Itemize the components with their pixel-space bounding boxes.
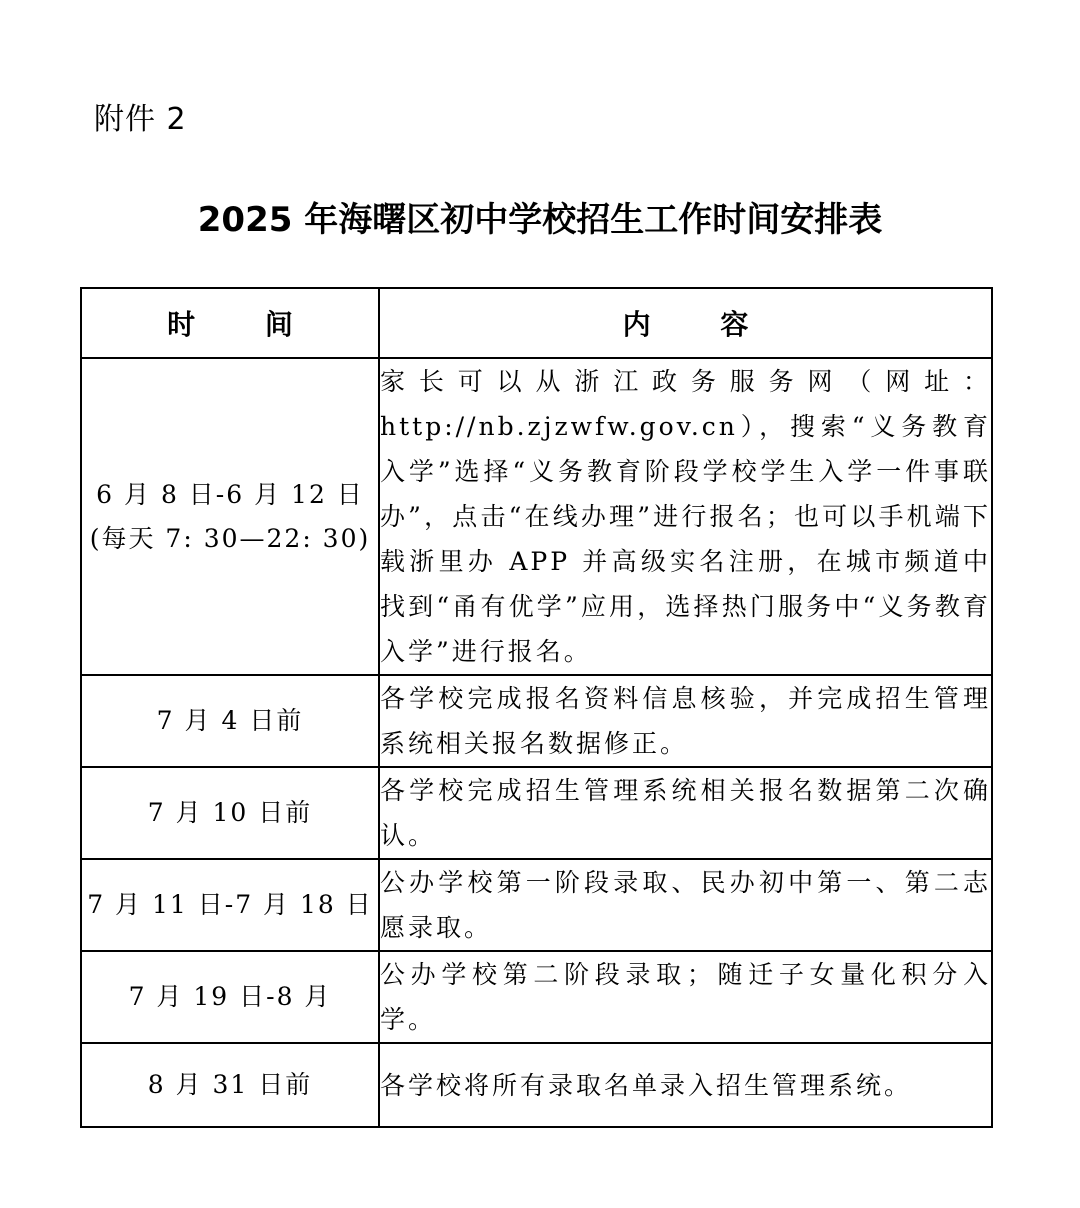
time-cell: 7 月 4 日前 [81,675,379,767]
time-cell: 6 月 8 日-6 月 12 日(每天 7: 30—22: 30) [81,358,379,675]
content-cell: 公办学校第二阶段录取；随迁子女量化积分入学。 [379,951,992,1043]
table-row [81,859,992,951]
page-title: 2025 年海曙区初中学校招生工作时间安排表 [197,200,883,240]
table-row [81,951,992,1043]
content-cell: 各学校完成报名资料信息核验，并完成招生管理系统相关报名数据修正。 [379,675,992,767]
content-cell: 各学校完成招生管理系统相关报名数据第二次确认。 [379,767,992,859]
content-cell: 公办学校第一阶段录取、民办初中第一、第二志愿录取。 [379,859,992,951]
time-cell: 7 月 19 日-8 月 [81,951,379,1043]
content-cell: 家长可以从浙江政务服务网（网址：http://nb.zjzwfw.gov.cn），搜索“义务教育入学”选择“义务教育阶段学校学生入学一件事联办”，点击“在线办理”进行报名；也可以手机端下载浙里办 APP 并高级实名注册，在城市频道中找到“甬有优学”应用，选择热门服务中“义务教育入学”进行报名。 [379,358,992,675]
table-row [81,767,992,859]
column-header-time: 时 间 [81,288,379,358]
time-cell: 7 月 10 日前 [81,767,379,859]
attachment-label: 附件 2 [94,102,187,137]
content-cell: 各学校将所有录取名单录入招生管理系统。 [379,1043,992,1127]
column-header-content: 内 容 [379,288,992,358]
time-cell: 7 月 11 日-7 月 18 日 [81,859,379,951]
time-cell: 8 月 31 日前 [81,1043,379,1127]
table-row [81,675,992,767]
table-header-row [81,288,992,358]
table-row [81,358,992,675]
table-row [81,1043,992,1127]
schedule-table [80,287,993,1128]
